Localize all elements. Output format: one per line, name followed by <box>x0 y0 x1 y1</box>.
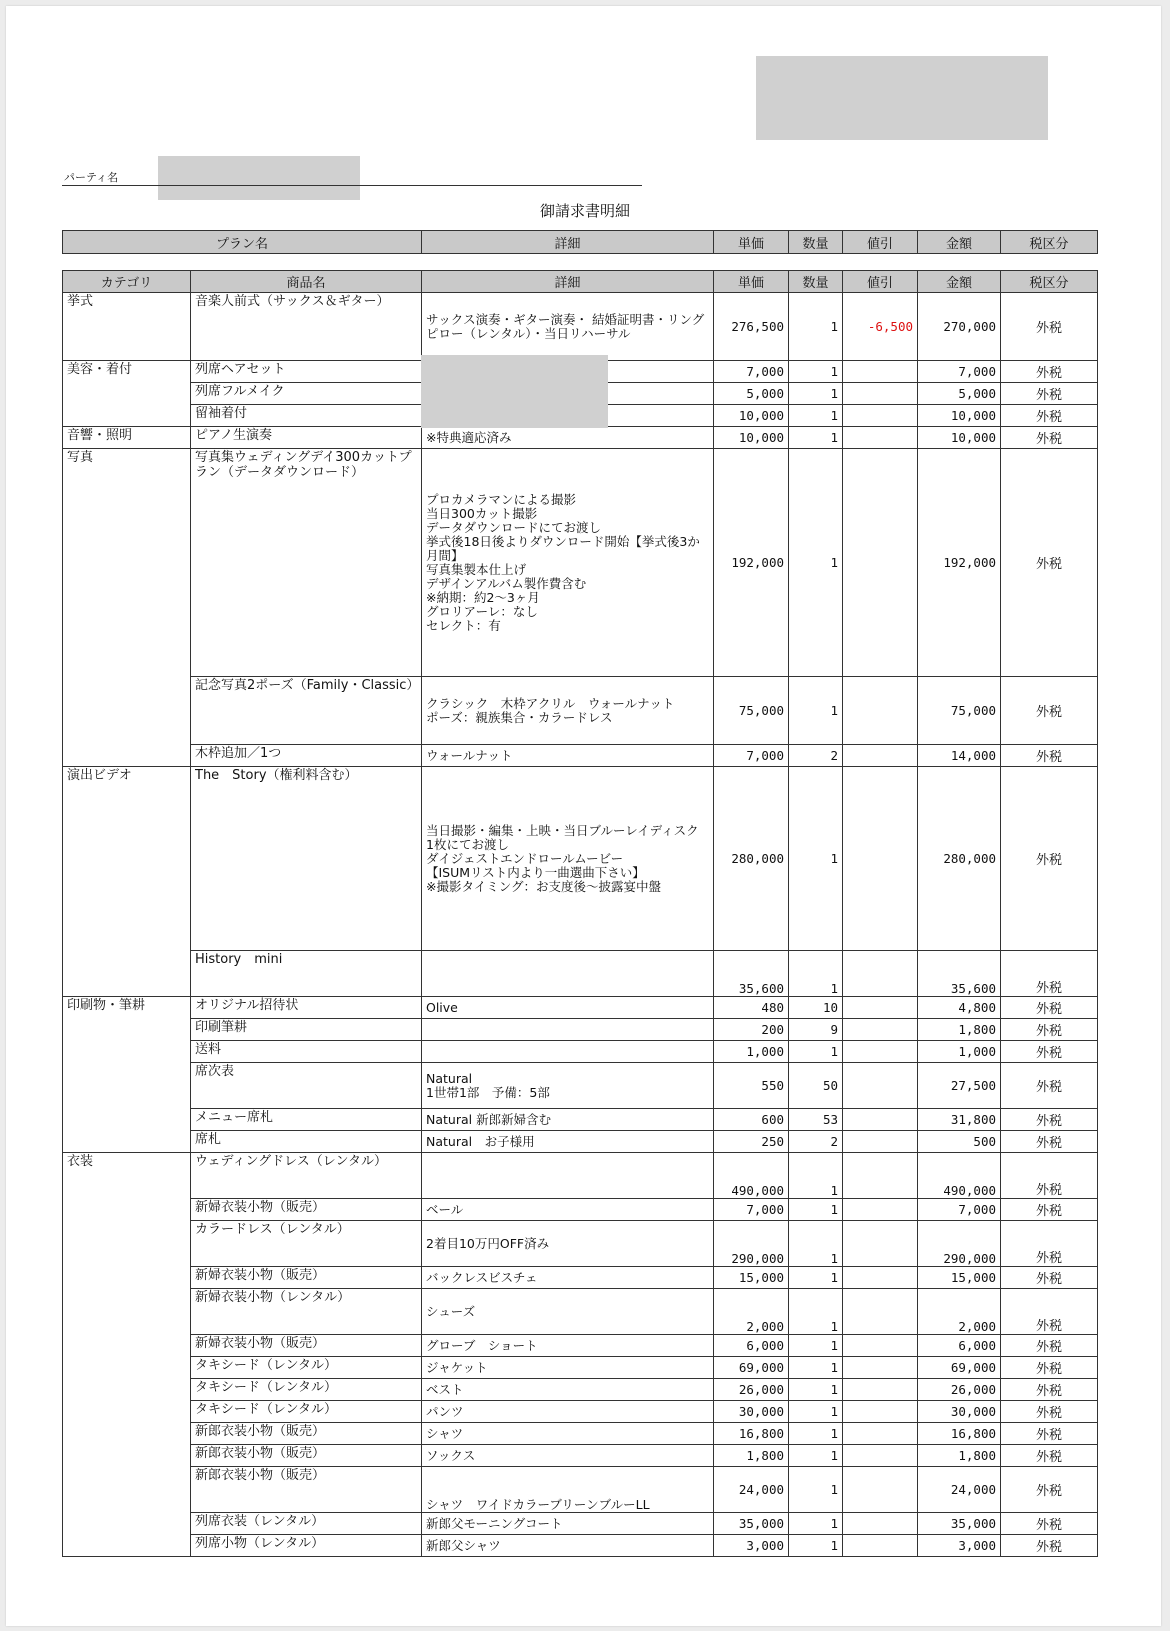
product-cell: 新郎衣装小物（販売） <box>191 1467 422 1513</box>
product-cell: 音楽人前式（サックス＆ギター） <box>191 293 422 361</box>
detail-cell: ウォールナット <box>422 745 714 767</box>
quantity-cell: 9 <box>789 1019 843 1041</box>
amount-cell: 7,000 <box>918 361 1001 383</box>
discount-cell <box>843 1379 918 1401</box>
tax-type-cell: 外税 <box>1001 383 1098 405</box>
table-row <box>63 1289 1098 1335</box>
amount-cell: 290,000 <box>918 1221 1001 1267</box>
amount-cell: 270,000 <box>918 293 1001 361</box>
quantity-cell: 53 <box>789 1109 843 1131</box>
quantity-cell: 1 <box>789 1467 843 1513</box>
discount-cell <box>843 449 918 677</box>
product-cell: 記念写真2ポーズ（Family・Classic） <box>191 677 422 745</box>
discount-cell <box>843 383 918 405</box>
product-cell: 木枠追加／1つ <box>191 745 422 767</box>
detail-header-cell: 値引 <box>843 271 918 293</box>
plan-header-cell: プラン名 <box>63 231 422 254</box>
table-row <box>63 1401 1098 1423</box>
tax-type-cell: 外税 <box>1001 405 1098 427</box>
product-cell: タキシード（レンタル） <box>191 1357 422 1379</box>
unit-price-cell: 1,000 <box>714 1041 789 1063</box>
product-cell: The Story（権利料含む） <box>191 767 422 951</box>
unit-price-cell: 1,800 <box>714 1445 789 1467</box>
detail-cell: クラシック 木枠アクリル ウォールナット ポーズ：親族集合・カラードレス <box>422 677 714 745</box>
amount-cell: 7,000 <box>918 1199 1001 1221</box>
discount-cell: -6,500 <box>843 293 918 361</box>
quantity-cell: 1 <box>789 1289 843 1335</box>
discount-cell <box>843 1199 918 1221</box>
product-cell: 列席衣装（レンタル） <box>191 1513 422 1535</box>
quantity-cell: 1 <box>789 427 843 449</box>
tax-type-cell: 外税 <box>1001 1513 1098 1535</box>
detail-cell: 新郎父シャツ <box>422 1535 714 1557</box>
quantity-cell: 1 <box>789 1445 843 1467</box>
quantity-cell: 1 <box>789 1041 843 1063</box>
category-cell: 音響・照明 <box>63 427 191 449</box>
amount-cell: 4,800 <box>918 997 1001 1019</box>
tax-type-cell: 外税 <box>1001 1335 1098 1357</box>
discount-cell <box>843 1267 918 1289</box>
amount-cell: 490,000 <box>918 1153 1001 1199</box>
tax-type-cell: 外税 <box>1001 1445 1098 1467</box>
unit-price-cell: 75,000 <box>714 677 789 745</box>
table-row <box>63 677 1098 745</box>
tax-type-cell: 外税 <box>1001 767 1098 951</box>
unit-price-cell: 15,000 <box>714 1267 789 1289</box>
detail-cell: Natural 新郎新婦含む <box>422 1109 714 1131</box>
tax-type-cell: 外税 <box>1001 677 1098 745</box>
discount-cell <box>843 1041 918 1063</box>
tax-type-cell: 外税 <box>1001 427 1098 449</box>
amount-cell: 30,000 <box>918 1401 1001 1423</box>
table-row <box>63 1513 1098 1535</box>
unit-price-cell: 24,000 <box>714 1467 789 1513</box>
discount-cell <box>843 745 918 767</box>
discount-cell <box>843 1221 918 1267</box>
table-row <box>63 1131 1098 1153</box>
plan-table <box>62 230 1098 254</box>
category-cell: 挙式 <box>63 293 191 361</box>
product-cell: 列席小物（レンタル） <box>191 1535 422 1557</box>
discount-cell <box>843 405 918 427</box>
discount-cell <box>843 997 918 1019</box>
plan-header-cell: 金額 <box>918 231 1001 254</box>
product-cell: 席次表 <box>191 1063 422 1109</box>
discount-cell <box>843 767 918 951</box>
unit-price-cell: 490,000 <box>714 1153 789 1199</box>
tax-type-cell: 外税 <box>1001 1379 1098 1401</box>
table-row <box>63 1063 1098 1109</box>
amount-cell: 24,000 <box>918 1467 1001 1513</box>
quantity-cell: 1 <box>789 1357 843 1379</box>
quantity-cell: 1 <box>789 293 843 361</box>
amount-cell: 1,000 <box>918 1041 1001 1063</box>
tax-type-cell: 外税 <box>1001 1199 1098 1221</box>
category-cell: 印刷物・筆耕 <box>63 997 191 1153</box>
amount-cell: 280,000 <box>918 767 1001 951</box>
product-cell: ピアノ生演奏 <box>191 427 422 449</box>
table-row <box>63 1041 1098 1063</box>
unit-price-cell: 290,000 <box>714 1221 789 1267</box>
unit-price-cell: 30,000 <box>714 1401 789 1423</box>
detail-header-cell: 金額 <box>918 271 1001 293</box>
quantity-cell: 1 <box>789 383 843 405</box>
amount-cell: 3,000 <box>918 1535 1001 1557</box>
plan-header-cell: 詳細 <box>422 231 714 254</box>
tax-type-cell: 外税 <box>1001 951 1098 997</box>
plan-header-cell: 値引 <box>843 231 918 254</box>
detail-header-cell: 数量 <box>789 271 843 293</box>
quantity-cell: 1 <box>789 1513 843 1535</box>
amount-cell: 2,000 <box>918 1289 1001 1335</box>
detail-cell: Natural 1世帯1部 予備：5部 <box>422 1063 714 1109</box>
unit-price-cell: 2,000 <box>714 1289 789 1335</box>
plan-header-cell: 数量 <box>789 231 843 254</box>
quantity-cell: 1 <box>789 1199 843 1221</box>
tax-type-cell: 外税 <box>1001 1289 1098 1335</box>
detail-header-cell: 詳細 <box>422 271 714 293</box>
discount-cell <box>843 1445 918 1467</box>
amount-cell: 15,000 <box>918 1267 1001 1289</box>
table-row <box>63 1267 1098 1289</box>
discount-cell <box>843 951 918 997</box>
quantity-cell: 1 <box>789 1535 843 1557</box>
unit-price-cell: 200 <box>714 1019 789 1041</box>
unit-price-cell: 35,600 <box>714 951 789 997</box>
unit-price-cell: 276,500 <box>714 293 789 361</box>
detail-cell: ベール <box>422 1199 714 1221</box>
detail-cell: 当日撮影・編集・上映・当日ブルーレイディスク 1枚にてお渡し ダイジェストエンドロールムービー 【ISUMリスト内より一曲選曲下さい】 ※撮影タイミング：お支度後～披露宴中盤 <box>422 767 714 951</box>
amount-cell: 10,000 <box>918 405 1001 427</box>
quantity-cell: 2 <box>789 745 843 767</box>
tax-type-cell: 外税 <box>1001 1401 1098 1423</box>
table-row <box>63 745 1098 767</box>
discount-cell <box>843 1423 918 1445</box>
quantity-cell: 1 <box>789 1267 843 1289</box>
tax-type-cell: 外税 <box>1001 449 1098 677</box>
detail-header-cell: 税区分 <box>1001 271 1098 293</box>
category-cell: 美容・着付 <box>63 361 191 427</box>
quantity-cell: 10 <box>789 997 843 1019</box>
tax-type-cell: 外税 <box>1001 1131 1098 1153</box>
detail-table <box>62 270 1098 1557</box>
unit-price-cell: 7,000 <box>714 1199 789 1221</box>
product-cell: カラードレス（レンタル） <box>191 1221 422 1267</box>
discount-cell <box>843 1401 918 1423</box>
unit-price-cell: 480 <box>714 997 789 1019</box>
quantity-cell: 1 <box>789 951 843 997</box>
quantity-cell: 1 <box>789 1401 843 1423</box>
amount-cell: 31,800 <box>918 1109 1001 1131</box>
party-name-underline <box>62 185 642 186</box>
table-row <box>63 1535 1098 1557</box>
discount-cell <box>843 1513 918 1535</box>
table-row <box>63 767 1098 951</box>
tax-type-cell: 外税 <box>1001 1109 1098 1131</box>
product-cell: 新婦衣装小物（販売） <box>191 1199 422 1221</box>
detail-cell: ジャケット <box>422 1357 714 1379</box>
quantity-cell: 1 <box>789 677 843 745</box>
unit-price-cell: 69,000 <box>714 1357 789 1379</box>
detail-cell: ベスト <box>422 1379 714 1401</box>
detail-cell: Natural お子様用 <box>422 1131 714 1153</box>
table-row <box>63 1423 1098 1445</box>
amount-cell: 75,000 <box>918 677 1001 745</box>
amount-cell: 27,500 <box>918 1063 1001 1109</box>
amount-cell: 10,000 <box>918 427 1001 449</box>
detail-header-row <box>63 271 1098 293</box>
unit-price-cell: 26,000 <box>714 1379 789 1401</box>
product-cell: 席札 <box>191 1131 422 1153</box>
unit-price-cell: 3,000 <box>714 1535 789 1557</box>
quantity-cell: 1 <box>789 1379 843 1401</box>
tax-type-cell: 外税 <box>1001 1535 1098 1557</box>
unit-price-cell: 7,000 <box>714 745 789 767</box>
product-cell: History mini <box>191 951 422 997</box>
detail-cell: グローブ ショート <box>422 1335 714 1357</box>
detail-cell: プロカメラマンによる撮影 当日300カット撮影 データダウンロードにてお渡し 挙式後18日後よりダウンロード開始【挙式後3か月間】 写真集製本仕上げ デザインアルバム製作費含む ※納期：約2～3ヶ月 グロリアーレ：なし セレクト：有 <box>422 449 714 677</box>
table-row <box>63 1199 1098 1221</box>
discount-cell <box>843 1335 918 1357</box>
table-row <box>63 1467 1098 1513</box>
party-name-label: パーティ名 <box>64 171 119 184</box>
discount-cell <box>843 677 918 745</box>
product-cell: 新婦衣装小物（販売） <box>191 1267 422 1289</box>
quantity-cell: 1 <box>789 449 843 677</box>
discount-cell <box>843 1019 918 1041</box>
discount-cell <box>843 1289 918 1335</box>
tax-type-cell: 外税 <box>1001 1423 1098 1445</box>
table-row <box>63 1221 1098 1267</box>
unit-price-cell: 5,000 <box>714 383 789 405</box>
product-cell: 送料 <box>191 1041 422 1063</box>
product-cell: 印刷筆耕 <box>191 1019 422 1041</box>
tax-type-cell: 外税 <box>1001 1267 1098 1289</box>
product-cell: 写真集ウェディングデイ300カットプラン（データダウンロード） <box>191 449 422 677</box>
quantity-cell: 1 <box>789 767 843 951</box>
tax-type-cell: 外税 <box>1001 1041 1098 1063</box>
discount-cell <box>843 1131 918 1153</box>
unit-price-cell: 7,000 <box>714 361 789 383</box>
amount-cell: 14,000 <box>918 745 1001 767</box>
amount-cell: 69,000 <box>918 1357 1001 1379</box>
document-title: 御請求書明細 <box>539 202 630 220</box>
amount-cell: 6,000 <box>918 1335 1001 1357</box>
detail-header-cell: 商品名 <box>191 271 422 293</box>
discount-cell <box>843 1357 918 1379</box>
product-cell: タキシード（レンタル） <box>191 1379 422 1401</box>
detail-cell: バックレスビスチェ <box>422 1267 714 1289</box>
detail-cell: 2着目10万円OFF済み <box>422 1221 714 1267</box>
tax-type-cell: 外税 <box>1001 1357 1098 1379</box>
unit-price-cell: 35,000 <box>714 1513 789 1535</box>
tax-type-cell: 外税 <box>1001 1063 1098 1109</box>
discount-cell <box>843 1467 918 1513</box>
redacted-party-name <box>158 156 360 200</box>
discount-cell <box>843 1109 918 1131</box>
table-row <box>63 1379 1098 1401</box>
unit-price-cell: 6,000 <box>714 1335 789 1357</box>
detail-cell: パンツ <box>422 1401 714 1423</box>
table-row <box>63 293 1098 361</box>
product-cell: 列席ヘアセット <box>191 361 422 383</box>
amount-cell: 35,000 <box>918 1513 1001 1535</box>
table-row <box>63 427 1098 449</box>
quantity-cell: 1 <box>789 1423 843 1445</box>
table-row <box>63 1357 1098 1379</box>
quantity-cell: 1 <box>789 1335 843 1357</box>
unit-price-cell: 10,000 <box>714 405 789 427</box>
category-cell: 演出ビデオ <box>63 767 191 997</box>
discount-cell <box>843 1535 918 1557</box>
table-row <box>63 951 1098 997</box>
table-row <box>63 1335 1098 1357</box>
detail-cell <box>422 1153 714 1199</box>
category-cell: 衣装 <box>63 1153 191 1557</box>
detail-cell: サックス演奏・ギター演奏・ 結婚証明書・リング ピロー（レンタル）・当日リハーサル <box>422 293 714 361</box>
discount-cell <box>843 1063 918 1109</box>
tax-type-cell: 外税 <box>1001 1153 1098 1199</box>
tax-type-cell: 外税 <box>1001 1467 1098 1513</box>
plan-header-cell: 単価 <box>714 231 789 254</box>
product-cell: オリジナル招待状 <box>191 997 422 1019</box>
unit-price-cell: 550 <box>714 1063 789 1109</box>
discount-cell <box>843 427 918 449</box>
plan-header-cell: 税区分 <box>1001 231 1098 254</box>
table-row <box>63 449 1098 677</box>
quantity-cell: 2 <box>789 1131 843 1153</box>
detail-cell: シャツ <box>422 1423 714 1445</box>
product-cell: タキシード（レンタル） <box>191 1401 422 1423</box>
detail-cell: Olive <box>422 997 714 1019</box>
tax-type-cell: 外税 <box>1001 1019 1098 1041</box>
plan-header-row <box>63 231 1098 254</box>
tax-type-cell: 外税 <box>1001 745 1098 767</box>
table-row <box>63 1445 1098 1467</box>
unit-price-cell: 600 <box>714 1109 789 1131</box>
unit-price-cell: 192,000 <box>714 449 789 677</box>
quantity-cell: 1 <box>789 1221 843 1267</box>
table-row <box>63 1019 1098 1041</box>
unit-price-cell: 16,800 <box>714 1423 789 1445</box>
amount-cell: 16,800 <box>918 1423 1001 1445</box>
detail-cell <box>422 1019 714 1041</box>
detail-header-cell: カテゴリ <box>63 271 191 293</box>
product-cell: ウェディングドレス（レンタル） <box>191 1153 422 1199</box>
detail-cell <box>422 951 714 997</box>
discount-cell <box>843 1153 918 1199</box>
amount-cell: 5,000 <box>918 383 1001 405</box>
amount-cell: 1,800 <box>918 1019 1001 1041</box>
tax-type-cell: 外税 <box>1001 1221 1098 1267</box>
detail-header-cell: 単価 <box>714 271 789 293</box>
unit-price-cell: 10,000 <box>714 427 789 449</box>
amount-cell: 192,000 <box>918 449 1001 677</box>
product-cell: 新婦衣装小物（販売） <box>191 1335 422 1357</box>
detail-cell: ※特典適応済み <box>422 427 714 449</box>
amount-cell: 1,800 <box>918 1445 1001 1467</box>
unit-price-cell: 280,000 <box>714 767 789 951</box>
tax-type-cell: 外税 <box>1001 293 1098 361</box>
product-cell: メニュー席札 <box>191 1109 422 1131</box>
detail-cell: 新郎父モーニングコート <box>422 1513 714 1535</box>
quantity-cell: 50 <box>789 1063 843 1109</box>
detail-cell: シューズ <box>422 1289 714 1335</box>
detail-cell: シャツ ワイドカラーブリーンブルーLL <box>422 1467 714 1513</box>
tax-type-cell: 外税 <box>1001 997 1098 1019</box>
table-row <box>63 1109 1098 1131</box>
product-cell: 新郎衣装小物（販売） <box>191 1445 422 1467</box>
table-row <box>63 997 1098 1019</box>
product-cell: 列席フルメイク <box>191 383 422 405</box>
amount-cell: 500 <box>918 1131 1001 1153</box>
detail-cell <box>422 1041 714 1063</box>
table-row <box>63 1153 1098 1199</box>
amount-cell: 26,000 <box>918 1379 1001 1401</box>
discount-cell <box>843 361 918 383</box>
product-cell: 留袖着付 <box>191 405 422 427</box>
unit-price-cell: 250 <box>714 1131 789 1153</box>
quantity-cell: 1 <box>789 1153 843 1199</box>
detail-cell: ソックス <box>422 1445 714 1467</box>
quantity-cell: 1 <box>789 361 843 383</box>
product-cell: 新郎衣装小物（販売） <box>191 1423 422 1445</box>
redacted-beauty-details <box>421 355 608 428</box>
product-cell: 新婦衣装小物（レンタル） <box>191 1289 422 1335</box>
quantity-cell: 1 <box>789 405 843 427</box>
category-cell: 写真 <box>63 449 191 767</box>
redacted-header-block <box>756 56 1048 140</box>
tax-type-cell: 外税 <box>1001 361 1098 383</box>
amount-cell: 35,600 <box>918 951 1001 997</box>
